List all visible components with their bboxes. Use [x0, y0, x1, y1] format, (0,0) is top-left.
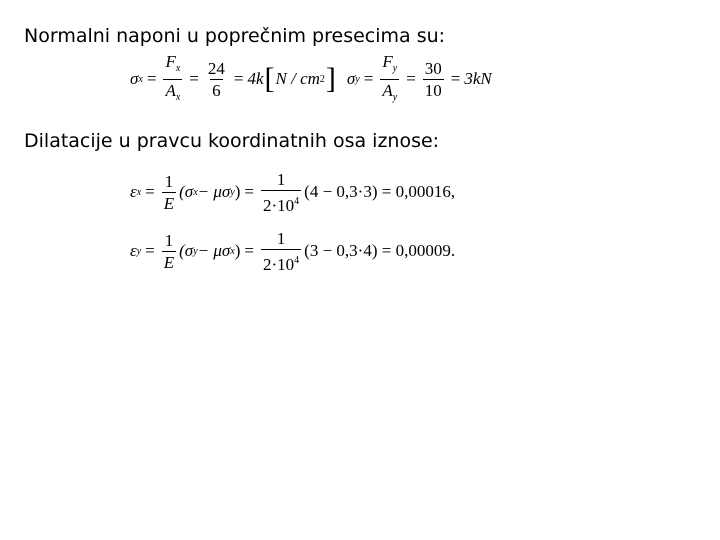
unit-open-bracket: [ [264, 62, 275, 95]
sigma-y-symbol: σ [346, 69, 356, 88]
heading-strains: Dilatacije u pravcu koordinatnih osa iznose: [24, 130, 440, 152]
one-over-e-y: $\frac{1}{E}$ [163, 230, 175, 272]
sigma-x-subscript: x [138, 73, 143, 85]
force-over-area-y: $\frac{F_y}{A_y}$ [380, 52, 399, 107]
strain-y-equation: ε y = $\frac{1}{E}$ (σ y − μσ x ) = $\frac{1}{2\cdot 10^4}$ (3 − 0,3·4) = 0,00009. [130, 228, 456, 274]
strain-x-calculation: (4 − 0,3·3) = 0,00016, [304, 182, 456, 201]
force-over-area-x: $\frac{F_x}{A_x}$ [163, 52, 182, 107]
sigma-y-subscript: y [355, 73, 360, 85]
epsilon-x-symbol: ε [130, 182, 137, 201]
equals-sign: = [146, 69, 157, 88]
epsilon-y-symbol: ε [130, 241, 137, 260]
heading-normal-stresses: Normalni naponi u poprečnim presecima su: [24, 25, 446, 47]
one-over-e-x: $\frac{1}{E}$ [163, 171, 175, 213]
one-over-modulus-y: $\frac{1}{2\cdot 10^4}$ [263, 228, 300, 274]
stress-x-result: 4k [247, 69, 264, 88]
one-over-modulus-x: $\frac{1}{2\cdot 10^4}$ [263, 169, 300, 215]
strain-x-equation: ε x = $\frac{1}{E}$ (σ x − μσ y ) = $\frac{1}{2\cdot 10^4}$ (4 − 0,3·3) = 0,00016, [130, 169, 456, 215]
sigma-x-symbol: σ [130, 69, 139, 88]
numeric-fraction-x: $\frac{24}{6}$ [207, 58, 225, 100]
unit-close-bracket: ] [325, 62, 336, 95]
stress-y-result: 3kN [464, 69, 492, 88]
stress-equations: σ x = $\frac{F_x}{A_x}$ = $\frac{24}{6}$ = 4k [ N / cm 2 ] σ y = $\frac{F_y}{A_y}$ = $\frac{30}{10}$ = 3kN [130, 53, 492, 105]
stress-unit: N / cm [275, 69, 320, 88]
strain-y-calculation: (3 − 0,3·4) = 0,00009. [304, 241, 456, 260]
numeric-fraction-y: $\frac{30}{10}$ [424, 58, 442, 100]
